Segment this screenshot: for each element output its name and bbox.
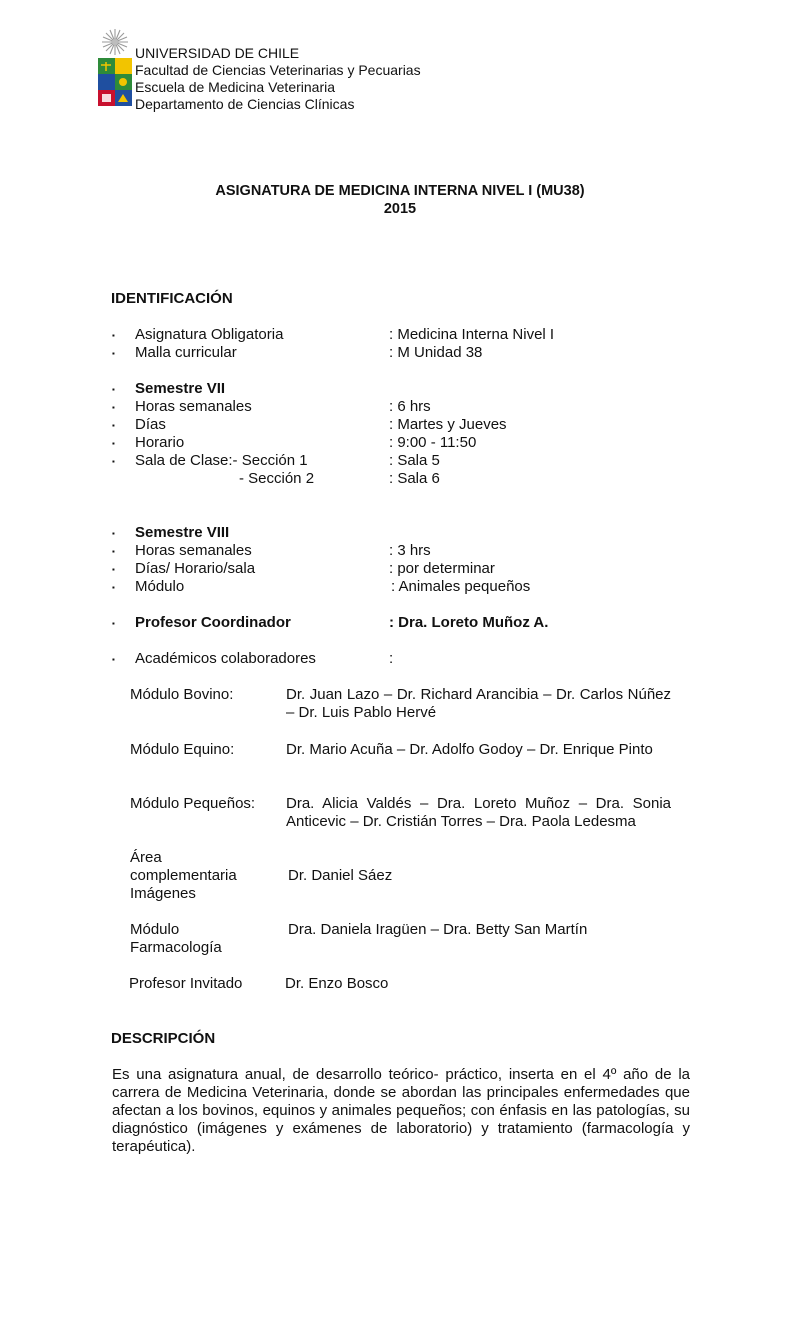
invitado-names: Dr. Enzo Bosco (285, 975, 389, 992)
sem7-horas-label: Horas semanales (135, 398, 252, 415)
modulo-pequenos-names: Dra. Alicia Valdés – Dra. Loreto Muñoz – Dra. Sonia Anticevic – Dr. Cristián Torres – Dra. Paola Ledesma (286, 795, 671, 830)
page-title: ASIGNATURA DE MEDICINA INTERNA NIVEL I (MU38) (215, 183, 585, 199)
descripcion-text: Es una asignatura anual, de desarrollo teórico- práctico, inserta en el 4º año de la carrera de Medicina Veterinaria, donde se abordan las principales enfermedades que afectan a los bovinos, equinos y animales pequeños; con énfasis en las patologías, su diagnóstico (imágenes y exámenes de laboratorio) y tratamiento (farmacología y terapéutica). (112, 1066, 690, 1155)
sem7-horas-value: : 6 hrs (389, 398, 431, 415)
sem8-dias-value: : por determinar (389, 560, 495, 577)
bullet-icon: ▪ (112, 457, 115, 466)
bullet-icon: ▪ (112, 529, 115, 538)
sem8-modulo-label: Módulo (135, 578, 185, 595)
sem7-horario-label: Horario (135, 434, 185, 451)
header-school: Escuela de Medicina Veterinaria (135, 79, 336, 95)
modulo-equino-names: Dr. Mario Acuña – Dr. Adolfo Godoy – Dr. Enrique Pinto (286, 741, 653, 758)
modulo-bovino-names: Dr. Juan Lazo – Dr. Richard Arancibia – Dr. Carlos Núñez – Dr. Luis Pablo Hervé (286, 686, 671, 721)
area-label-line1: Área (130, 849, 162, 866)
star-icon (102, 29, 128, 55)
profesor-value: : Dra. Loreto Muñoz A. (389, 614, 549, 631)
profesor-label: Profesor Coordinador (135, 614, 291, 631)
university-logo (96, 28, 134, 112)
modulo-pequenos-label: Módulo Pequeños: (130, 795, 256, 812)
sem7-sala-value: : Sala 5 (389, 452, 440, 469)
header-department: Departamento de Ciencias Clínicas (135, 96, 355, 112)
modulo-equino-label: Módulo Equino: (130, 741, 235, 758)
sem7-dias-value: : Martes y Jueves (389, 416, 507, 433)
farma-label-line2: Farmacología (130, 939, 222, 956)
bullet-icon: ▪ (112, 547, 115, 556)
bullet-icon: ▪ (112, 421, 115, 430)
malla-value: : M Unidad 38 (389, 344, 483, 361)
area-names: Dr. Daniel Sáez (288, 867, 393, 884)
bullet-icon: ▪ (112, 619, 115, 628)
sem8-modulo-value: : Animales pequeños (391, 578, 531, 595)
bullet-icon: ▪ (112, 583, 115, 592)
bullet-icon: ▪ (112, 403, 115, 412)
area-label-line3: Imágenes (130, 885, 196, 902)
header-faculty: Facultad de Ciencias Veterinarias y Pecuarias (135, 62, 421, 78)
academicos-label: Académicos colaboradores (135, 650, 316, 667)
bullet-icon: ▪ (112, 439, 115, 448)
sem7-heading: Semestre VII (135, 380, 226, 397)
farma-names: Dra. Daniela Iragüen – Dra. Betty San Martín (288, 921, 588, 938)
sem7-sala2-label: - Sección 2 (239, 470, 315, 487)
header-university: UNIVERSIDAD DE CHILE (135, 45, 300, 61)
bullet-icon: ▪ (112, 565, 115, 574)
sem7-horario-value: : 9:00 - 11:50 (389, 434, 477, 451)
sem7-sala2-value: : Sala 6 (389, 470, 440, 487)
modulo-bovino-label: Módulo Bovino: (130, 686, 234, 703)
sem8-horas-label: Horas semanales (135, 542, 252, 559)
bullet-icon: ▪ (112, 331, 115, 340)
bullet-icon: ▪ (112, 655, 115, 664)
sem8-dias-label: Días/ Horario/sala (135, 560, 256, 577)
sem7-dias-label: Días (135, 416, 166, 433)
invitado-label: Profesor Invitado (129, 975, 243, 992)
identificacion-heading: IDENTIFICACIÓN (111, 290, 233, 307)
descripcion-heading: DESCRIPCIÓN (111, 1030, 216, 1047)
page-year: 2015 (383, 201, 417, 217)
asignatura-label: Asignatura Obligatoria (135, 326, 284, 343)
bullet-icon: ▪ (112, 385, 115, 394)
area-label-line2: complementaria (130, 867, 237, 884)
bullet-icon: ▪ (112, 349, 115, 358)
sem8-horas-value: : 3 hrs (389, 542, 431, 559)
sem8-heading: Semestre VIII (135, 524, 230, 541)
farma-label-line1: Módulo (130, 921, 180, 938)
sem7-sala-label: Sala de Clase:- Sección 1 (135, 452, 308, 469)
malla-label: Malla curricular (135, 344, 237, 361)
asignatura-value: : Medicina Interna Nivel I (389, 326, 555, 343)
academicos-value: : (389, 650, 394, 667)
